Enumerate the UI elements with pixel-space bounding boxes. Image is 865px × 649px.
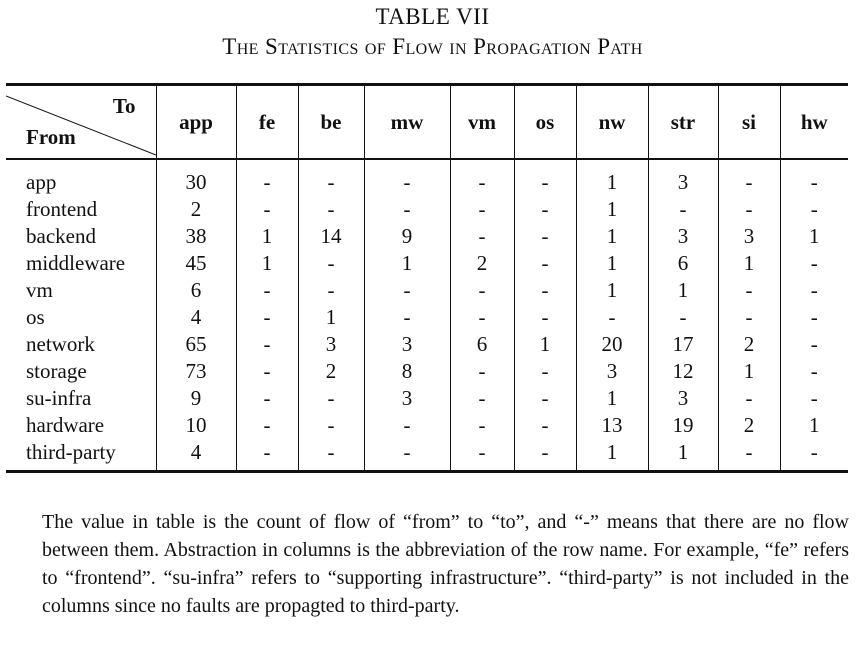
table-cell: - (450, 385, 514, 412)
table-cell: - (576, 304, 648, 331)
table-cell: 17 (648, 331, 718, 358)
table-row (6, 358, 848, 385)
table-row (6, 196, 848, 223)
table-cell: 1 (648, 439, 718, 472)
column-header: nw (576, 85, 648, 160)
table-cell: - (364, 277, 450, 304)
table-cell: 3 (718, 223, 780, 250)
table-cell: - (514, 277, 576, 304)
table-row (6, 331, 848, 358)
table-cell: 73 (156, 358, 236, 385)
table-cell: - (298, 159, 364, 196)
table-cell: 2 (450, 250, 514, 277)
header-row (6, 85, 848, 160)
table-cell: 2 (156, 196, 236, 223)
table-cell: 1 (576, 439, 648, 472)
table-row (6, 159, 848, 196)
table-cell: 4 (156, 439, 236, 472)
table-cell: - (450, 304, 514, 331)
table-row (6, 385, 848, 412)
table-note: The value in table is the count of flow of “from” to “to”, and “-” means that there are no flow between them. Abstraction in columns is the abbreviation of the row name. For example, “fe” refers to “frontend”. “su-infra” refers to “supporting infrastructure”. “third-party” is not included in the columns since no faults are propagted to third-party. (42, 511, 849, 617)
table-cell: - (298, 412, 364, 439)
table-number: TABLE VII (375, 4, 490, 29)
table-cell: - (450, 159, 514, 196)
row-label: third-party (26, 440, 116, 464)
table-cell: 3 (576, 358, 648, 385)
table-cell: - (298, 250, 364, 277)
table-cell: 1 (576, 385, 648, 412)
row-label: os (26, 305, 45, 329)
table-cell: - (364, 159, 450, 196)
table-cell: - (298, 277, 364, 304)
table-cell: - (236, 196, 298, 223)
table-cell: - (236, 277, 298, 304)
table-cell: - (514, 385, 576, 412)
table-cell: - (718, 277, 780, 304)
table-cell: - (364, 304, 450, 331)
table-cell: 1 (576, 159, 648, 196)
table-row (6, 277, 848, 304)
table-cell: - (236, 385, 298, 412)
table-cell: - (718, 159, 780, 196)
column-header: app (156, 85, 236, 160)
table-cell: - (780, 331, 848, 358)
table-cell: 19 (648, 412, 718, 439)
table-cell: - (780, 439, 848, 472)
table-cell: - (648, 304, 718, 331)
table-cell: - (780, 385, 848, 412)
table-row (6, 304, 848, 331)
table-cell: 1 (364, 250, 450, 277)
table-cell: 2 (718, 412, 780, 439)
table-cell: - (514, 439, 576, 472)
table-cell: 45 (156, 250, 236, 277)
column-header: os (514, 85, 576, 160)
row-label: middleware (26, 251, 126, 275)
table-cell: - (718, 385, 780, 412)
table-cell: - (514, 159, 576, 196)
table-cell: 65 (156, 331, 236, 358)
table-cell: - (236, 331, 298, 358)
table-cell: 9 (156, 385, 236, 412)
row-label: app (26, 170, 57, 194)
table-cell: - (514, 196, 576, 223)
table-cell: - (298, 439, 364, 472)
table-cell: - (236, 439, 298, 472)
table-cell: 1 (718, 250, 780, 277)
table-cell: 14 (298, 223, 364, 250)
table-cell: 1 (718, 358, 780, 385)
table-row (6, 412, 848, 439)
corner-header-cell (6, 85, 156, 160)
table-cell: 38 (156, 223, 236, 250)
table-row (6, 223, 848, 250)
table-row (6, 250, 848, 277)
table-cell: 1 (648, 277, 718, 304)
corner-to-label: To (112, 94, 136, 118)
table-cell: 1 (298, 304, 364, 331)
table-cell: - (780, 196, 848, 223)
table-row (6, 439, 848, 472)
table-title: The Statistics of Flow in Propagation Path (222, 34, 643, 59)
table-cell: - (514, 304, 576, 331)
table-cell: - (450, 412, 514, 439)
table-cell: - (450, 358, 514, 385)
table-cell: - (514, 223, 576, 250)
table-cell: - (780, 250, 848, 277)
table-cell: 6 (648, 250, 718, 277)
flow-statistics-table (6, 83, 848, 473)
table-cell: - (718, 304, 780, 331)
column-header: vm (450, 85, 514, 160)
table-cell: 30 (156, 159, 236, 196)
table-cell: - (718, 439, 780, 472)
table-cell: 10 (156, 412, 236, 439)
table-cell: 6 (156, 277, 236, 304)
table-cell: - (514, 412, 576, 439)
table-cell: 3 (298, 331, 364, 358)
column-header: hw (780, 85, 848, 160)
table-cell: - (236, 358, 298, 385)
column-header: str (648, 85, 718, 160)
table-body (6, 159, 848, 472)
table-cell: 2 (718, 331, 780, 358)
table-cell: 1 (236, 223, 298, 250)
table-cell: 12 (648, 358, 718, 385)
table-cell: - (450, 439, 514, 472)
row-label: backend (26, 224, 96, 248)
row-label: hardware (26, 413, 105, 437)
table-cell: - (298, 196, 364, 223)
table-cell: 3 (648, 223, 718, 250)
table-cell: - (364, 439, 450, 472)
column-header: fe (236, 85, 298, 160)
table-cell: - (514, 358, 576, 385)
table-cell: - (450, 277, 514, 304)
table-cell: 1 (780, 412, 848, 439)
table-cell: - (364, 196, 450, 223)
table-cell: 4 (156, 304, 236, 331)
table-cell: 20 (576, 331, 648, 358)
table-cell: - (780, 358, 848, 385)
column-header: be (298, 85, 364, 160)
table-cell: 1 (514, 331, 576, 358)
table-cell: 3 (648, 385, 718, 412)
table-cell: 1 (236, 250, 298, 277)
table-cell: - (718, 196, 780, 223)
table-cell: - (298, 385, 364, 412)
table-cell: 3 (364, 385, 450, 412)
row-label: storage (26, 359, 87, 383)
table-cell: - (236, 304, 298, 331)
table-cell: - (450, 196, 514, 223)
table-cell: 8 (364, 358, 450, 385)
table-cell: 6 (450, 331, 514, 358)
table-cell: 1 (780, 223, 848, 250)
table-cell: 1 (576, 250, 648, 277)
table-cell: 1 (576, 277, 648, 304)
corner-from-label: From (26, 125, 76, 149)
row-label: network (26, 332, 95, 356)
table-cell: 1 (576, 196, 648, 223)
table-cell: 13 (576, 412, 648, 439)
table-cell: - (780, 277, 848, 304)
table-cell: 9 (364, 223, 450, 250)
column-header: si (718, 85, 780, 160)
table-cell: - (514, 250, 576, 277)
table-cell: 2 (298, 358, 364, 385)
table-cell: 1 (576, 223, 648, 250)
table-cell: - (780, 304, 848, 331)
table-cell: - (450, 223, 514, 250)
table-cell: - (648, 196, 718, 223)
column-header: mw (364, 85, 450, 160)
table-cell: - (236, 412, 298, 439)
table-cell: - (364, 412, 450, 439)
table-cell: - (236, 159, 298, 196)
table-cell: 3 (648, 159, 718, 196)
row-label: vm (26, 278, 53, 302)
row-label: frontend (26, 197, 98, 221)
table-cell: 3 (364, 331, 450, 358)
row-label: su-infra (26, 386, 92, 410)
table-cell: - (780, 159, 848, 196)
